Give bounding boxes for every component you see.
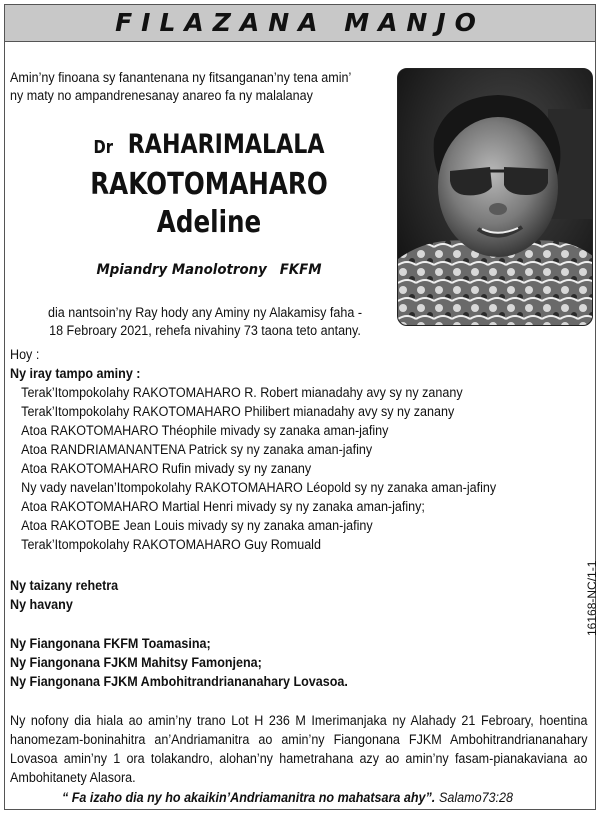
church-item: Ny Fiangonana FJKM Mahitsy Famonjena; (10, 655, 262, 670)
family-section (10, 345, 531, 554)
role-text: Mpiandry Manolotrony (96, 262, 267, 278)
surname-line1: RAHARIMALALA (127, 129, 325, 160)
announcement (33, 304, 377, 340)
family-member: Atoa RANDRIAMANANTENA Patrick sy ny zanaka aman-jafiny (21, 442, 373, 457)
quote-source: Salamo73:28 (438, 790, 513, 805)
churches-section (10, 634, 348, 691)
greeting: Hoy : (10, 347, 40, 362)
reference-code: 16168-NC/1-1 (585, 560, 599, 636)
church-abbrev: FKFM (279, 262, 322, 278)
quote-text: “ Fa izaho dia ny ho akaikin’Andriamanitra no mahatsara ahy”. (62, 790, 436, 805)
group-item: Ny taizany rehetra (10, 578, 119, 593)
family-member: Terak’Itompokolahy RAKOTOMAHARO Philibert mianadahy avy sy ny zanany (21, 404, 455, 419)
family-member: Atoa RAKOTOMAHARO Rufin mivady sy ny zanany (21, 461, 312, 476)
church-item: Ny Fiangonana FKFM Toamasina; (10, 636, 211, 651)
family-member: Terak’Itompokolahy RAKOTOMAHARO Guy Romuald (21, 537, 321, 552)
deceased-role (17, 262, 402, 278)
intro-line: ny maty no ampandrenesanay anareo fa ny malalanay (10, 87, 313, 103)
burial-details: Ny nofony dia hiala ao amin’ny trano Lot H 236 M Imerimanjaka ny Alahady 21 Febroary, hoentina hanomezam-boninahitra an’Andriamanitra ao amin’ny Fiangonana FJKM Ambohitrandriananahary Lovasoa amin’ny 1 ora tolakandro, alohan’ny hametrahana azy ao amin’ny fasam-pianakaviana ao Ambohitanety Alasora. (10, 713, 588, 785)
church-item: Ny Fiangonana FJKM Ambohitrandriananahary Lovasoa. (10, 674, 348, 689)
family-heading: Ny iray tampo aminy : (10, 366, 141, 381)
honorific: Dr (93, 137, 113, 158)
family-member: Atoa RAKOTOBE Jean Louis mivady sy ny zanaka aman-jafiny (21, 518, 373, 533)
groups-section (10, 576, 118, 614)
announcement-line: dia nantsoin’ny Ray hody any Aminy ny Alakamisy faha - (47, 305, 363, 320)
deceased-name (0, 126, 418, 243)
intro-text (10, 69, 363, 104)
header-banner (4, 4, 596, 42)
portrait-photo (397, 68, 593, 326)
page-title: FILAZANA MANJO (115, 8, 485, 37)
portrait-image (398, 69, 593, 326)
intro-line: Amin’ny finoana sy fanantenana ny fitsanganan’ny tena amin’ (10, 70, 352, 85)
family-member: Ny vady navelan’Itompokolahy RAKOTOMAHARO Léopold sy ny zanaka aman-jafiny (21, 480, 497, 495)
surname-line2: RAKOTOMAHARO (90, 167, 328, 202)
first-name: Adeline (156, 205, 262, 240)
family-member: Atoa RAKOTOMAHARO Théophile mivady sy zanaka aman-jafiny (21, 423, 389, 438)
bible-quote (62, 789, 546, 807)
group-item: Ny havany (10, 597, 73, 612)
family-member: Atoa RAKOTOMAHARO Martial Henri mivady sy ny zanaka aman-jafiny; (21, 499, 425, 514)
announcement-line: 18 Febroary 2021, rehefa nivahiny 73 taona teto antany. (49, 323, 361, 338)
family-member: Terak’Itompokolahy RAKOTOMAHARO R. Robert mianadahy avy sy ny zanany (21, 385, 463, 400)
